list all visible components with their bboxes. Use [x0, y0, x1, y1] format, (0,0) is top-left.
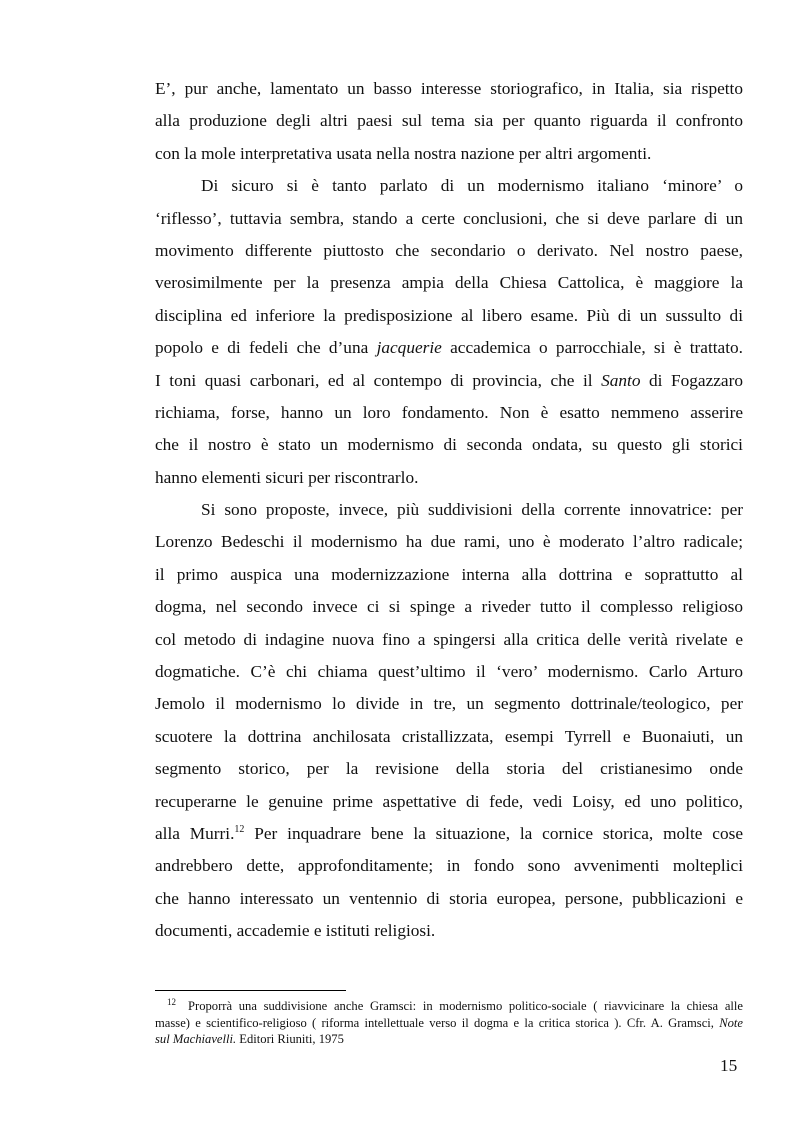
body-text: [155, 73, 743, 948]
text-line: dogmatiche. C’è chi chiama quest’ultimo il ‘vero’ modernismo. Carlo Arturo: [155, 662, 743, 682]
footnote-line: masse) e scientifico-religioso ( riforma intellettuale verso il dogma e la critica storica ). Cfr. A. Gramsci, Note: [155, 1015, 743, 1030]
text-line: scuotere la dottrina anchilosata cristallizzata, esempi Tyrrell e Buonaiuti, un: [155, 726, 743, 746]
text-line: che il nostro è stato un modernismo di seconda ondata, su questo gli storici: [155, 435, 743, 455]
italic-term: jacquerie: [376, 338, 442, 358]
italic-term: Santo: [601, 370, 641, 390]
text-line: disciplina ed inferiore la predisposizione al libero esame. Più di un sussulto di: [155, 305, 743, 325]
text-line: verosimilmente per la presenza ampia della Chiesa Cattolica, è maggiore la: [155, 273, 743, 293]
text-line: che hanno interessato un ventennio di storia europea, persone, pubblicazioni e: [155, 888, 743, 908]
paragraph: [155, 73, 743, 170]
text-line: popolo e di fedeli che d’una jacquerie accademica o parrocchiale, si è trattato.: [155, 338, 743, 358]
text-line: E’, pur anche, lamentato un basso interesse storiografico, in Italia, sia rispetto: [155, 79, 743, 98]
text-line: Di sicuro si è tanto parlato di un modernismo italiano ‘minore’ o: [201, 176, 743, 196]
footnote-line: sul Machiavelli. Editori Riuniti, 1975: [155, 1032, 344, 1046]
text-line: andrebbero dette, approfonditamente; in fondo sono avvenimenti molteplici: [155, 856, 743, 876]
footnote-separator: [155, 990, 346, 991]
text-line: segmento storico, per la revisione della storia del cristianesimo onde: [155, 759, 743, 779]
text-line: con la mole interpretativa usata nella nostra nazione per altri argomenti.: [155, 143, 652, 163]
footnote-line: $^{12}$ Proporrà una suddivisione anche Gramsci: in modernismo politico-sociale ( riavvicinare la chiesa alle: [167, 997, 743, 1013]
text-line: il primo auspica una modernizzazione interna alla dottrina e soprattutto al: [155, 564, 743, 584]
text-line: documenti, accademie e istituti religiosi.: [155, 921, 436, 941]
footnote-marker: 12: [167, 997, 176, 1007]
text-line: recuperarne le genuine prime aspettative di fede, vedi Loisy, ed uno politico,: [155, 791, 743, 811]
text-line: ‘riflesso’, tuttavia sembra, stando a certe conclusioni, che si deve parlare di un: [155, 208, 743, 228]
text-line: dogma, nel secondo invece ci si spinge a riveder tutto il complesso religioso: [155, 597, 743, 617]
footnote-reference[interactable]: 12: [234, 823, 245, 835]
text-line: movimento differente piuttosto che secondario o derivato. Nel nostro paese,: [155, 240, 743, 260]
text-line: col metodo di indagine nuova fino a spingersi alla critica delle verità rivelate e: [155, 629, 743, 649]
text-line: alla Murri.$^{12}$ Per inquadrare bene la situazione, la cornice storica, molte cose: [155, 823, 743, 843]
text-line: Jemolo il modernismo lo divide in tre, un segmento dottrinale/teologico, per: [155, 694, 743, 714]
text-line: richiama, forse, hanno un loro fondamento. Non è esatto nemmeno asserire: [155, 402, 743, 422]
paragraph: [155, 494, 743, 947]
text-line: hanno elementi sicuri per riscontrarlo.: [155, 467, 419, 487]
text-line: alla produzione degli altri paesi sul tema sia per quanto riguarda il confronto: [155, 111, 743, 131]
text-line: Si sono proposte, invece, più suddivisioni della corrente innovatrice: per: [201, 500, 743, 520]
text-line: I toni quasi carbonari, ed al contempo di provincia, che il Santo di Fogazzaro: [155, 370, 743, 390]
footnote: [155, 998, 743, 1048]
paragraph: [155, 170, 743, 494]
page-number: 15: [720, 1056, 738, 1075]
text-line: Lorenzo Bedeschi il modernismo ha due rami, uno è moderato l’altro radicale;: [155, 532, 743, 552]
